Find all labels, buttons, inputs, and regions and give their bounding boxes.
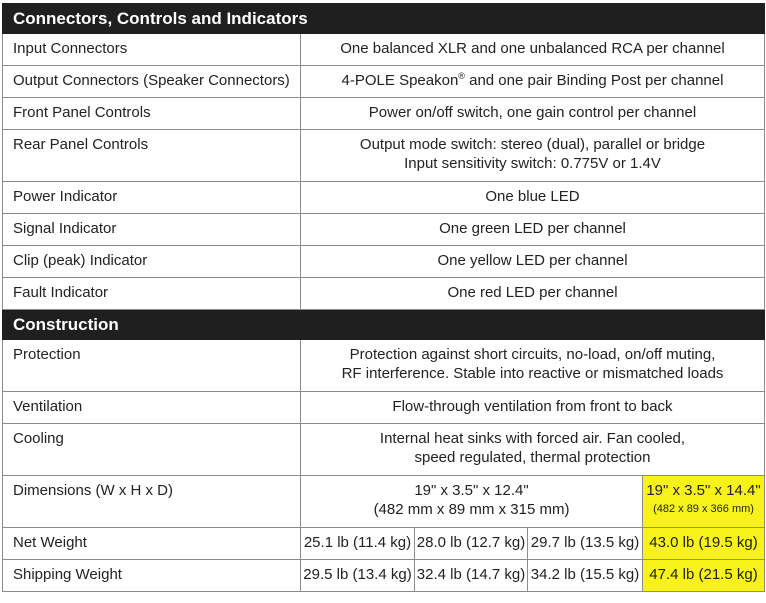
table-row-fault-indicator	[3, 278, 765, 310]
row-label: Shipping Weight	[3, 560, 301, 592]
dimensions-large	[643, 476, 765, 528]
value-text: 4-POLE Speakon	[341, 72, 459, 89]
row-value	[301, 340, 765, 392]
row-value: One balanced XLR and one unbalanced RCA per channel	[301, 34, 765, 66]
table-row-signal-indicator	[3, 214, 765, 246]
row-value: Flow-through ventilation from front to back	[301, 392, 765, 424]
table-row-ventilation	[3, 392, 765, 424]
value-line: Output mode switch: stereo (dual), parallel or bridge	[359, 136, 706, 153]
row-label: Input Connectors	[3, 34, 301, 66]
row-label: Rear Panel Controls	[3, 130, 301, 182]
value-line: RF interference. Stable into reactive or mismatched loads	[341, 365, 724, 382]
row-value: One yellow LED per channel	[301, 246, 765, 278]
value-line: Internal heat sinks with forced air. Fan cooled,	[379, 430, 686, 447]
section-title-connectors: Connectors, Controls and Indicators	[3, 4, 765, 34]
row-label: Front Panel Controls	[3, 98, 301, 130]
spec-table	[2, 3, 765, 592]
table-row-input-connectors	[3, 34, 765, 66]
value-line: 19" x 3.5" x 14.4"	[646, 482, 761, 499]
table-row-shipping-weight	[3, 560, 765, 592]
row-value: One green LED per channel	[301, 214, 765, 246]
table-row-net-weight	[3, 528, 765, 560]
row-label: Net Weight	[3, 528, 301, 560]
value-line: (482 mm x 89 mm x 315 mm)	[373, 501, 570, 518]
section-header-construction	[3, 310, 765, 340]
weight-cell: 32.4 lb (14.7 kg)	[415, 560, 528, 592]
registered-mark: ®	[458, 71, 465, 81]
weight-cell-highlighted: 43.0 lb (19.5 kg)	[643, 528, 765, 560]
table-row-dimensions	[3, 476, 765, 528]
value-line: speed regulated, thermal protection	[414, 449, 651, 466]
weight-cell-highlighted: 47.4 lb (21.5 kg)	[643, 560, 765, 592]
table-row-rear-panel-controls	[3, 130, 765, 182]
weight-cell: 29.7 lb (13.5 kg)	[528, 528, 643, 560]
value-line-small: (482 x 89 x 366 mm)	[653, 503, 754, 515]
section-header-connectors	[3, 4, 765, 34]
value-text: and one pair Binding Post per channel	[464, 72, 724, 89]
weight-cell: 29.5 lb (13.4 kg)	[301, 560, 415, 592]
row-label: Power Indicator	[3, 182, 301, 214]
row-label: Clip (peak) Indicator	[3, 246, 301, 278]
table-row-power-indicator	[3, 182, 765, 214]
row-value: Power on/off switch, one gain control per channel	[301, 98, 765, 130]
row-value	[301, 424, 765, 476]
row-value	[301, 130, 765, 182]
table-row-clip-indicator	[3, 246, 765, 278]
weight-cell: 28.0 lb (12.7 kg)	[415, 528, 528, 560]
weight-cell: 34.2 lb (15.5 kg)	[528, 560, 643, 592]
row-label: Dimensions (W x H x D)	[3, 476, 301, 528]
row-label: Cooling	[3, 424, 301, 476]
row-label: Protection	[3, 340, 301, 392]
spec-sheet	[2, 3, 764, 592]
row-label: Output Connectors (Speaker Connectors)	[3, 66, 301, 98]
row-label: Signal Indicator	[3, 214, 301, 246]
row-value: One red LED per channel	[301, 278, 765, 310]
table-row-cooling	[3, 424, 765, 476]
value-line: Input sensitivity switch: 0.775V or 1.4V	[404, 155, 661, 172]
table-row-front-panel-controls	[3, 98, 765, 130]
value-line: Protection against short circuits, no-load, on/off muting,	[349, 346, 716, 363]
table-row-protection	[3, 340, 765, 392]
row-value	[301, 66, 765, 98]
table-row-output-connectors	[3, 66, 765, 98]
section-title-construction: Construction	[3, 310, 765, 340]
dimensions-standard	[301, 476, 643, 528]
row-label: Fault Indicator	[3, 278, 301, 310]
row-label: Ventilation	[3, 392, 301, 424]
weight-cell: 25.1 lb (11.4 kg)	[301, 528, 415, 560]
value-line: 19" x 3.5" x 12.4"	[414, 482, 529, 499]
row-value: One blue LED	[301, 182, 765, 214]
